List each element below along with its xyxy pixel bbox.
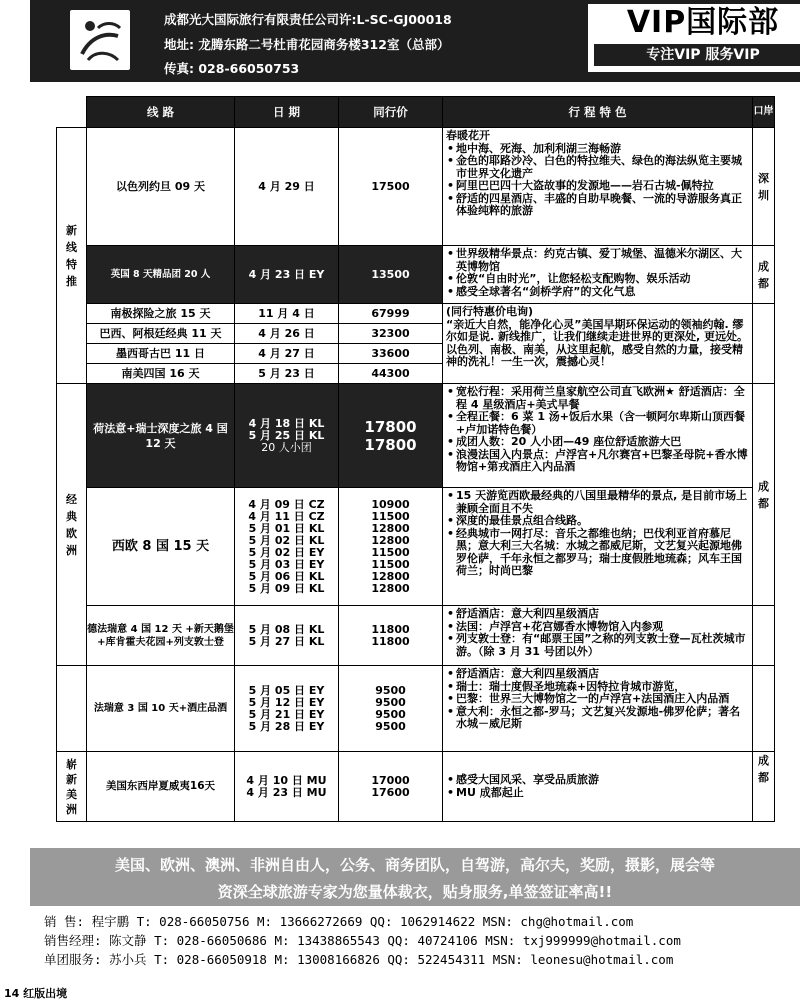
feature-item: • 伦敦“自由时光”，让您轻松支配购物、娱乐活动: [446, 273, 749, 286]
date-item: 5 月 03 日 EY: [248, 557, 325, 571]
company-fax: 传真: 028-66050753: [164, 61, 300, 76]
port-uk: [753, 246, 775, 304]
header-date: 日 期: [235, 97, 339, 128]
date-item: 5 月 02 日 EY: [248, 545, 325, 559]
feature-title: 春暖花开: [446, 129, 490, 142]
route-usa: 美国东西岸夏威夷16天: [87, 752, 235, 822]
price-item: 12800: [371, 521, 410, 535]
date-item: 4 月 23 日 MU: [246, 785, 327, 799]
table-row: [57, 488, 775, 606]
price-item: 11500: [371, 557, 410, 571]
price-brazil: 32300: [339, 324, 443, 344]
date-item: 4 月 11 日 CZ: [248, 509, 325, 523]
port-label: 成都: [758, 754, 769, 784]
feature-item: • 地中海、死海、加利利湖三海畅游: [446, 143, 749, 156]
price-item: 9500: [375, 719, 406, 733]
date-mexico: 4 月 27 日: [235, 344, 339, 364]
date-item: 5 月 12 日 EY: [248, 695, 325, 709]
price-item: 12800: [371, 533, 410, 547]
date-item: 5 月 09 日 KL: [248, 581, 325, 595]
route-brazil: 巴西、阿根廷经典 11 天: [87, 324, 235, 344]
slogan-banner: [30, 848, 800, 906]
section-new-americas: [57, 752, 87, 822]
date-item: 5 月 08 日 KL: [248, 622, 325, 636]
table-row: [57, 606, 775, 666]
price-item: 11800: [371, 634, 410, 648]
header-blank: [57, 97, 87, 128]
feature-item: • 舒适的四星酒店、丰盛的自助早晚餐、一流的导游服务真正体验纯粹的旅游: [446, 193, 749, 218]
feature-item: • 法国：卢浮宫+花宫娜香水博物馆入内参观: [446, 621, 749, 634]
contact-row: 销售经理: 陈文静 T: 028-66050686 M: 13438865543 QQ: 40724106 MSN: txj999999@hotmail.com: [44, 933, 681, 948]
price-item: 9500: [375, 707, 406, 721]
feature-item: • 经典城市一网打尽：音乐之都维也纳；巴伐利亚首府慕尼黑；意大利三大名城：水城之都威尼斯，文艺复兴起源地佛罗伦萨，千年永恒之都罗马；瑞士度假胜地琉森；风车王国荷兰；时尚巴黎: [446, 528, 749, 578]
port-empty: [753, 666, 775, 752]
section-label: 新线特推: [66, 223, 77, 288]
feature-item: • 宽松行程：采用荷兰皇家航空公司直飞欧洲★ 舒适酒店：全程 4 星级酒店+美式早餐: [446, 386, 749, 411]
route-france: 法瑞意 3 国 10 天+酒庄品酒: [87, 666, 235, 752]
dates-france: [235, 666, 339, 752]
header-price: 同行价: [339, 97, 443, 128]
price-item: 17000: [371, 773, 410, 787]
vip-title: VIP国际部: [626, 5, 780, 40]
price-item: 11500: [371, 545, 410, 559]
company-address: 地址: 龙腾东路二号杜甫花园商务楼312室（总部）: [164, 37, 450, 52]
feature-item: • 世界级精华景点：约克古镇、爱丁城堡、温德米尔湖区、大英博物馆: [446, 248, 749, 273]
route-mexico: 墨西哥古巴 11 日: [87, 344, 235, 364]
table-row: [57, 384, 775, 488]
date-item: 5 月 25 日 KL: [248, 428, 325, 442]
table-row: [57, 666, 775, 752]
date-southam: 5 月 23 日: [235, 364, 339, 384]
date-item: 5 月 28 日 EY: [248, 719, 325, 733]
feature-item: • 成团人数：20 人小团—49 座位舒适旅游大巴: [446, 436, 749, 449]
contact-list: [44, 912, 784, 969]
route-west: 西欧 8 国 15 天: [87, 488, 235, 606]
date-item: 4 月 10 日 MU: [246, 773, 327, 787]
header-route: 线 路: [87, 97, 235, 128]
features-germany: [443, 606, 753, 666]
price-item: 9500: [375, 695, 406, 709]
port-usa: [753, 752, 775, 822]
contact-row: 单团服务: 苏小兵 T: 028-66050918 M: 13008166826 QQ: 522454311 MSN: leonesu@hotmail.com: [44, 952, 674, 967]
date-antarctic: 11 月 4 日: [235, 304, 339, 324]
vip-subtitle: 专注VIP 服务VIP: [594, 44, 800, 66]
feature-item: • 感受大国风采、享受品质旅游: [446, 774, 749, 787]
feature-line: 以色列、南极、南美，从这里起航，感受自然的力量，接受精神的洗礼！一生一次，震撼心灵！: [446, 342, 743, 368]
price-item: 17800: [364, 417, 417, 436]
date-item: 20 人小团: [261, 440, 312, 454]
table-header-row: [57, 97, 775, 128]
header-port: 口岸: [753, 97, 775, 128]
company-logo: [70, 10, 130, 70]
features-france: [443, 666, 753, 752]
route-antarctic: 南极探险之旅 15 天: [87, 304, 235, 324]
price-uk: 13500: [339, 246, 443, 304]
logo-figure-icon: [70, 10, 130, 70]
section-label: 经典欧洲: [66, 492, 77, 557]
route-uk: 英国 8 天精品团 20 人: [87, 246, 235, 304]
tour-price-table: [56, 96, 775, 822]
port-label: 成都: [758, 259, 769, 290]
date-brazil: 4 月 26 日: [235, 324, 339, 344]
feature-item: • 舒适酒店：意大利四星级酒店: [446, 608, 749, 621]
feature-item: • 感受全球著名“剑桥学府”的文化气息: [446, 286, 749, 299]
prices-germany: [339, 606, 443, 666]
table-row: [57, 128, 775, 246]
vip-badge: [588, 4, 800, 72]
date-item: 5 月 01 日 KL: [248, 521, 325, 535]
feature-item: • 意大利：永恒之都-罗马；文艺复兴发源地-佛罗伦萨；著名水城－威尼斯: [446, 706, 749, 731]
table-row: [57, 752, 775, 822]
section-empty: [57, 666, 87, 752]
table-row: [57, 304, 775, 324]
section-label: 崭新美洲: [66, 757, 77, 816]
port-label: 深圳: [758, 171, 769, 202]
route-southam: 南美四国 16 天: [87, 364, 235, 384]
slogan-line-2: 资深全球旅游专家为您量体裁衣，贴身服务,单签签证率高!!: [217, 883, 613, 901]
route-dutch: 荷法意+瑞士深度之旅 4 国 12 天: [87, 384, 235, 488]
page-footer: 14 红版出境: [4, 987, 68, 1000]
features-west: [443, 488, 753, 606]
feature-item: • 深度的最佳景点组合线路。: [446, 515, 749, 528]
price-mexico: 33600: [339, 344, 443, 364]
contact-row: 销 售: 程宇鹏 T: 028-66050756 M: 13666272669 QQ: 1062914622 MSN: chg@hotmail.com: [44, 914, 634, 929]
feature-item: • 舒适酒店：意大利四星级酒店: [446, 668, 749, 681]
date-item: 4 月 09 日 CZ: [248, 497, 325, 511]
port-empty: [753, 606, 775, 666]
section-new-lines: [57, 128, 87, 384]
feature-item: • 列支敦士登：有“邮票王国”之称的列支敦士登—瓦杜茨城市游。（除 3 月 31 号团以外）: [446, 633, 749, 658]
price-item: 12800: [371, 581, 410, 595]
date-item: 5 月 06 日 KL: [248, 569, 325, 583]
features-usa: [443, 752, 753, 822]
price-item: 17800: [364, 435, 417, 454]
slogan-line-1: 美国、欧洲、澳洲、非洲自由人，公务、商务团队，自驾游，高尔夫，奖励，摄影，展会等: [114, 856, 715, 874]
feature-item: • 巴黎：世界三大博物馆之一的卢浮宫+法国酒庄入内品酒: [446, 693, 749, 706]
date-item: 4 月 18 日 KL: [248, 416, 325, 430]
date-item: 5 月 27 日 KL: [248, 634, 325, 648]
price-item: 11800: [371, 622, 410, 636]
port-europe: [753, 384, 775, 606]
date-item: 5 月 02 日 KL: [248, 533, 325, 547]
feature-line: “亲近大自然，能净化心灵”美国早期环保运动的领袖约翰. 缪尔如是说. 新线推广，让我们继续走进世界的更深处, 更远处。: [446, 317, 749, 343]
feature-item: • 阿里巴巴四十大盗故事的发源地——岩石古城-佩特拉: [446, 180, 749, 193]
port-label: 成都: [758, 479, 769, 510]
feature-item: • 全程正餐：6 菜 1 汤+饭后水果（含一顿阿尔卑斯山顶西餐+卢加诺特色餐）: [446, 411, 749, 436]
feature-item: • MU 成都起止: [446, 787, 749, 800]
price-item: 10900: [371, 497, 410, 511]
date-item: 5 月 21 日 EY: [248, 707, 325, 721]
feature-line: (同行特惠价电询): [446, 305, 534, 318]
port-israel: [753, 128, 775, 246]
route-germany: 德法瑞意 4 国 12 天 +新天鹅堡+库肯霍夫花园+列支敦士登: [87, 606, 235, 666]
company-name: 成都光大国际旅行有限责任公司许:L-SC-GJ00018: [164, 12, 452, 27]
feature-item: • 瑞士：瑞士度假圣地琉森+因特拉肯城市游览，: [446, 681, 749, 694]
features-uk: [443, 246, 753, 304]
features-israel: [443, 128, 753, 246]
prices-usa: [339, 752, 443, 822]
feature-item: • 浪漫法国入内景点：卢浮宫+凡尔赛宫+巴黎圣母院+香水博物馆+第戎酒庄入内品酒: [446, 449, 749, 474]
prices-west: [339, 488, 443, 606]
date-item: 5 月 05 日 EY: [248, 683, 325, 697]
date-uk: 4 月 23 日 EY: [235, 246, 339, 304]
feature-item: • 金色的耶路沙冷、白色的特拉维夫、绿色的海法纵览主要城市世界文化遗产: [446, 155, 749, 180]
dates-usa: [235, 752, 339, 822]
dates-dutch: [235, 384, 339, 488]
prices-france: [339, 666, 443, 752]
prices-dutch: [339, 384, 443, 488]
price-item: 11500: [371, 509, 410, 523]
dates-germany: [235, 606, 339, 666]
table-row: [57, 246, 775, 304]
features-dutch: [443, 384, 753, 488]
page-header: [30, 0, 800, 82]
date-israel: 4 月 29 日: [235, 128, 339, 246]
header-features: 行 程 特 色: [443, 97, 753, 128]
price-southam: 44300: [339, 364, 443, 384]
price-israel: 17500: [339, 128, 443, 246]
port-empty: [753, 304, 775, 384]
price-item: 12800: [371, 569, 410, 583]
price-antarctic: 67999: [339, 304, 443, 324]
route-israel: 以色列约旦 09 天: [87, 128, 235, 246]
price-item: 17600: [371, 785, 410, 799]
feature-item: • 15 天游览西欧最经典的八国里最精华的景点, 是目前市场上兼顾全面且不失: [446, 490, 749, 515]
price-item: 9500: [375, 683, 406, 697]
dates-west: [235, 488, 339, 606]
features-southam: [443, 304, 753, 384]
section-classic-europe: [57, 384, 87, 666]
